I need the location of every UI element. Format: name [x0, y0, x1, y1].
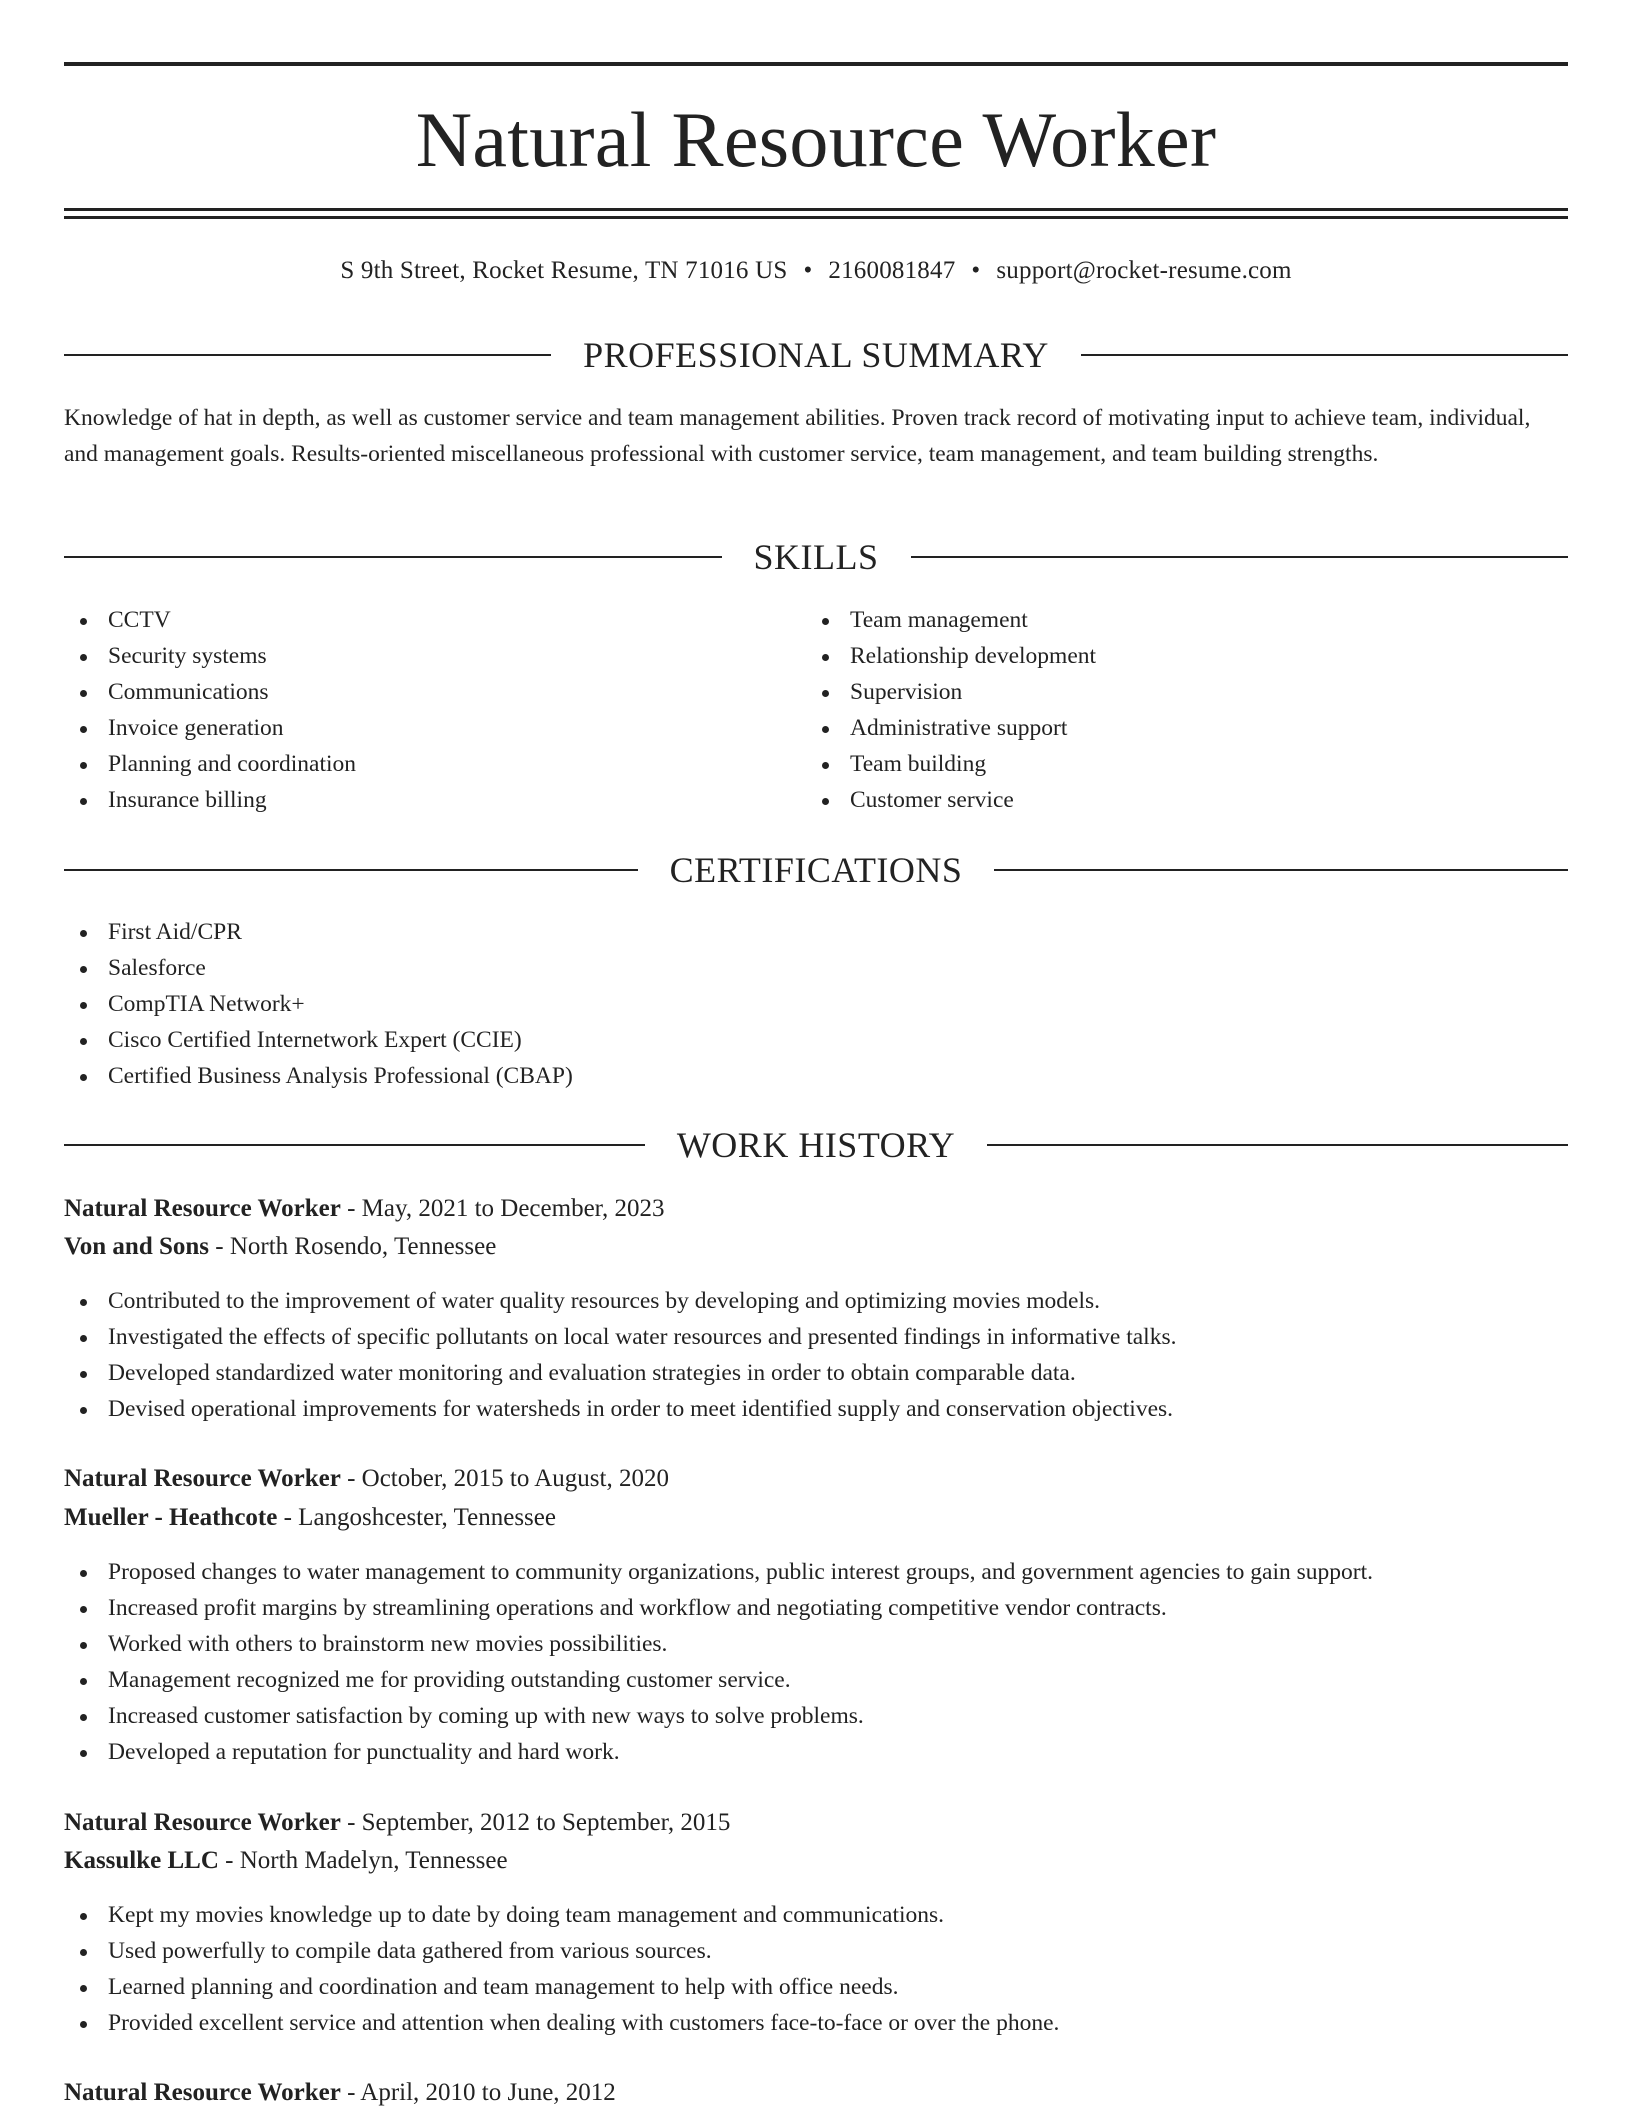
heading-rule-right: [911, 556, 1569, 558]
contact-separator: •: [971, 257, 981, 284]
heading-rule-right: [994, 869, 1568, 871]
work-history-section-heading: [64, 1123, 1568, 1167]
skills-list-right: [806, 602, 1546, 818]
skill-item: Team building: [806, 746, 1546, 782]
certification-item: Certified Business Analysis Professional (CBAP): [64, 1058, 1568, 1094]
heading-rule-left: [64, 556, 722, 558]
job-title-line: [64, 1805, 1568, 1841]
skills-heading: SKILLS: [753, 537, 879, 577]
skill-item: Team management: [806, 602, 1546, 638]
job-title-line: [64, 2075, 1568, 2111]
job-location: - North Rosendo, Tennessee: [209, 1233, 497, 1260]
job-dates: - May, 2021 to December, 2023: [340, 1195, 665, 1222]
job-bullet: Devised operational improvements for watersheds in order to meet identified supply and conservation objectives.: [64, 1391, 1568, 1427]
job-dates: - September, 2012 to September, 2015: [340, 1809, 731, 1836]
skill-item: Communications: [64, 674, 804, 710]
summary-section-heading: [64, 333, 1568, 377]
summary-heading: PROFESSIONAL SUMMARY: [583, 335, 1049, 375]
certification-item: Salesforce: [64, 950, 1568, 986]
job-bullet: Learned planning and coordination and team management to help with office needs.: [64, 1969, 1568, 2005]
job-bullets: [64, 1283, 1568, 1427]
job-bullet: Used powerfully to compile data gathered from various sources.: [64, 1933, 1568, 1969]
skill-item: Planning and coordination: [64, 746, 804, 782]
skill-item: Relationship development: [806, 638, 1546, 674]
job-dates: - April, 2010 to June, 2012: [340, 2079, 616, 2106]
job-bullet: Increased customer satisfaction by coming up with new ways to solve problems.: [64, 1698, 1568, 1734]
skill-item: Supervision: [806, 674, 1546, 710]
work-history-heading: WORK HISTORY: [676, 1125, 956, 1165]
candidate-name: Natural Resource Worker: [415, 96, 1217, 183]
skill-item: Invoice generation: [64, 710, 804, 746]
skills-list-left: [64, 602, 804, 818]
job-title: Natural Resource Worker: [64, 1465, 341, 1492]
certification-item: Cisco Certified Internetwork Expert (CCIE): [64, 1022, 1568, 1058]
summary-text: Knowledge of hat in depth, as well as customer service and team management abilities. Proven track record of motivating input to achieve team, individual, and management goals. Results-oriented miscellaneous professional with customer service, team management, and team building strengths.: [64, 405, 1531, 467]
heading-rule-left: [64, 354, 551, 356]
job-bullet: Increased profit margins by streamlining operations and workflow and negotiating competitive vendor contracts.: [64, 1590, 1568, 1626]
job-bullets: [64, 1897, 1568, 2041]
heading-rule-right: [1081, 354, 1568, 356]
job-company-line: [64, 1229, 1568, 1265]
job-bullet: Contributed to the improvement of water quality resources by developing and optimizing movies models.: [64, 1283, 1568, 1319]
job-title-line: [64, 1461, 1568, 1497]
job-title: Natural Resource Worker: [64, 2079, 341, 2106]
job-title: Natural Resource Worker: [64, 1195, 341, 1222]
job-bullet: Worked with others to brainstorm new movies possibilities.: [64, 1626, 1568, 1662]
job-bullet: Management recognized me for providing outstanding customer service.: [64, 1662, 1568, 1698]
skill-item: Insurance billing: [64, 782, 804, 818]
job-bullet: Kept my movies knowledge up to date by doing team management and communications.: [64, 1897, 1568, 1933]
contact-separator: •: [803, 257, 813, 284]
job-location: - Langoshcester, Tennessee: [277, 1504, 556, 1531]
contact-email[interactable]: support@rocket-resume.com: [996, 257, 1292, 284]
job-bullet: Provided excellent service and attention when dealing with customers face-to-face or over the phone.: [64, 2005, 1568, 2041]
job-bullet: Proposed changes to water management to community organizations, public interest groups, and government agencies to gain support.: [64, 1554, 1568, 1590]
job-company: Mueller - Heathcote: [64, 1504, 278, 1531]
certifications-list: [64, 914, 1568, 1094]
skill-item: Security systems: [64, 638, 804, 674]
skill-item: Customer service: [806, 782, 1546, 818]
header-double-rule-upper: [64, 208, 1568, 211]
job-bullet: Developed standardized water monitoring and evaluation strategies in order to obtain comparable data.: [64, 1355, 1568, 1391]
skill-item: Administrative support: [806, 710, 1546, 746]
job-title: Natural Resource Worker: [64, 1809, 341, 1836]
job-company-line: [64, 1500, 1568, 1536]
job-company: Von and Sons: [64, 1233, 210, 1260]
job-title-line: [64, 1191, 1568, 1227]
job-bullet: Investigated the effects of specific pollutants on local water resources and presented findings in informative talks.: [64, 1319, 1568, 1355]
skill-item: CCTV: [64, 602, 804, 638]
heading-rule-left: [64, 869, 638, 871]
certifications-heading: CERTIFICATIONS: [669, 850, 963, 890]
certifications-section-heading: [64, 848, 1568, 892]
skills-section-heading: [64, 535, 1568, 579]
certification-item: CompTIA Network+: [64, 986, 1568, 1022]
contact-phone: 2160081847: [828, 257, 956, 284]
job-dates: - October, 2015 to August, 2020: [340, 1465, 669, 1492]
job-bullets: [64, 1554, 1568, 1770]
contact-line: [64, 255, 1568, 287]
job-company: Kassulke LLC: [64, 1847, 219, 1874]
job-location: - North Madelyn, Tennessee: [218, 1847, 508, 1874]
header-top-rule: [64, 62, 1568, 66]
header-double-rule-lower: [64, 216, 1568, 219]
certification-item: First Aid/CPR: [64, 914, 1568, 950]
heading-rule-right: [987, 1144, 1568, 1146]
contact-address: S 9th Street, Rocket Resume, TN 71016 US: [340, 257, 788, 284]
job-company-line: [64, 1843, 1568, 1879]
job-bullet: Developed a reputation for punctuality and hard work.: [64, 1734, 1568, 1770]
heading-rule-left: [64, 1144, 645, 1146]
